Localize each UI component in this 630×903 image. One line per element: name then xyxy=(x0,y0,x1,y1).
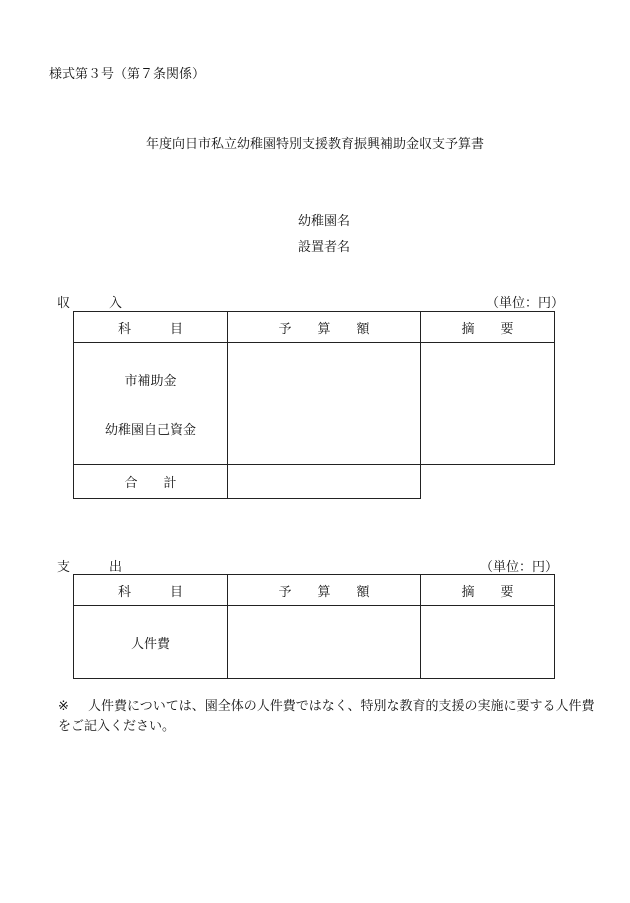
income-header-item: 科 目 xyxy=(74,312,228,343)
expense-unit-label: （単位：円） xyxy=(480,560,559,575)
document-title: 年度向日市私立幼稚園特別支援教育振興補助金収支予算書 xyxy=(145,137,484,152)
expense-header-item: 科 目 xyxy=(74,575,228,606)
income-remarks-cell[interactable] xyxy=(421,343,555,465)
expense-budget-cell[interactable] xyxy=(228,606,421,679)
kindergarten-name-label: 幼稚園名 xyxy=(298,214,351,229)
expense-item-personnel: 人件費 xyxy=(74,606,228,679)
income-header-budget: 予 算 額 xyxy=(228,312,421,343)
expense-header-budget: 予 算 額 xyxy=(228,575,421,606)
note-text: 人件費については、園全体の人件費ではなく、特別な教育的支援の実施に要する人件費をご記入ください。 xyxy=(58,699,595,734)
income-table xyxy=(73,311,555,499)
expense-header-remarks: 摘 要 xyxy=(421,575,555,606)
income-total-budget-cell[interactable] xyxy=(228,465,421,499)
expense-header-row xyxy=(74,575,555,606)
note xyxy=(58,697,598,737)
income-budget-cell[interactable] xyxy=(228,343,421,465)
expense-table xyxy=(73,574,555,679)
income-total-empty xyxy=(421,465,555,499)
form-number: 様式第３号（第７条関係） xyxy=(49,67,206,82)
income-total-label: 合 計 xyxy=(74,465,228,499)
income-header-row xyxy=(74,312,555,343)
income-items-cell xyxy=(74,343,228,465)
income-header-remarks: 摘 要 xyxy=(421,312,555,343)
income-section-label: 収 入 xyxy=(57,296,123,311)
note-mark: ※ xyxy=(58,699,69,714)
expense-items-row xyxy=(74,606,555,679)
expense-remarks-cell[interactable] xyxy=(421,606,555,679)
income-item-city-subsidy: 市補助金 xyxy=(124,373,177,389)
expense-section-label: 支 出 xyxy=(57,560,123,575)
establisher-name-label: 設置者名 xyxy=(298,240,351,255)
income-items-row xyxy=(74,343,555,465)
income-unit-label: （単位：円） xyxy=(486,296,565,311)
income-total-row xyxy=(74,465,555,499)
income-item-own-funds: 幼稚園自己資金 xyxy=(104,422,196,438)
